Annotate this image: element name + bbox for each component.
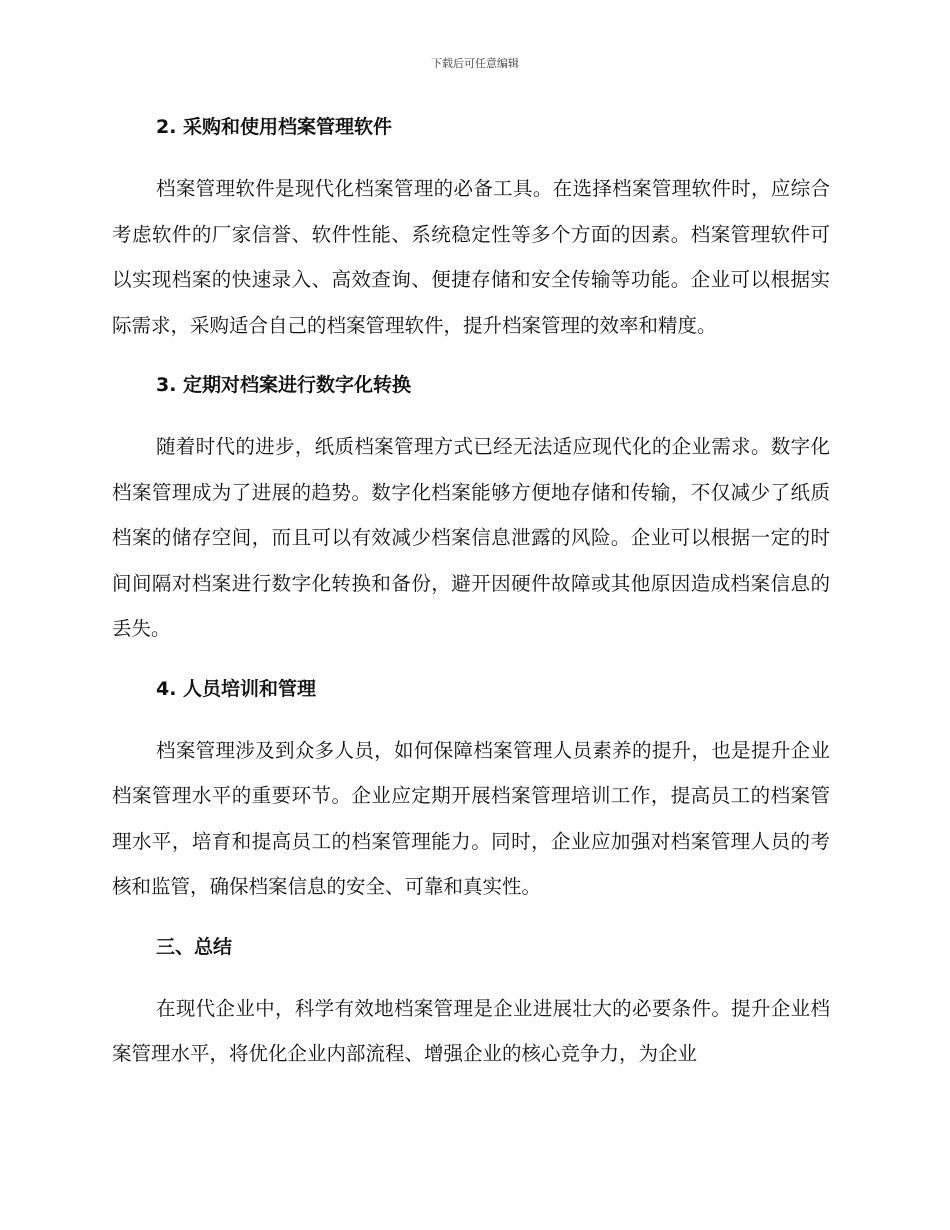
section-heading: 三、总结 (156, 935, 233, 958)
document-body (112, 112, 830, 1077)
section-heading: 4. 人员培训和管理 (156, 677, 317, 700)
header-note: 下载后可任意编辑 (431, 57, 519, 70)
section-heading: 2. 采购和使用档案管理软件 (156, 116, 393, 138)
section-summary (112, 932, 830, 1077)
section-paragraph: 档案管理涉及到众多人员，如何保障档案管理人员素养的提升，也是提升企业档案管理水平的重要环节。企业应定期开展档案管理培训工作，提高员工的档案管理水平，培育和提高员工的档案管理能力。同时，企业应加强对档案管理人员的考核和监管，确保档案信息的安全、可靠和真实性。 (112, 738, 830, 898)
section-training (112, 674, 830, 910)
section-software (112, 112, 830, 348)
section-heading: 3. 定期对档案进行数字化转换 (156, 374, 412, 396)
section-paragraph: 在现代企业中，科学有效地档案管理是企业进展壮大的必要条件。提升企业档案管理水平，将优化企业内部流程、增强企业的核心竞争力，为企业 (112, 996, 830, 1065)
section-paragraph: 档案管理软件是现代化档案管理的必备工具。在选择档案管理软件时，应综合考虑软件的厂家信誉、软件性能、系统稳定性等多个方面的因素。档案管理软件可以实现档案的快速录入、高效查询、便捷存储和安全传输等功能。企业可以根据实际需求，采购适合自己的档案管理软件，提升档案管理的效率和精度。 (112, 177, 830, 337)
section-paragraph: 随着时代的进步，纸质档案管理方式已经无法适应现代化的企业需求。数字化档案管理成为了进展的趋势。数字化档案能够方便地存储和传输，不仅减少了纸质档案的储存空间，而且可以有效减少档案信息泄露的风险。企业可以根据一定的时间间隔对档案进行数字化转换和备份，避开因硬件故障或其他原因造成档案信息的丢失。 (112, 435, 830, 640)
section-digitization (112, 370, 830, 652)
